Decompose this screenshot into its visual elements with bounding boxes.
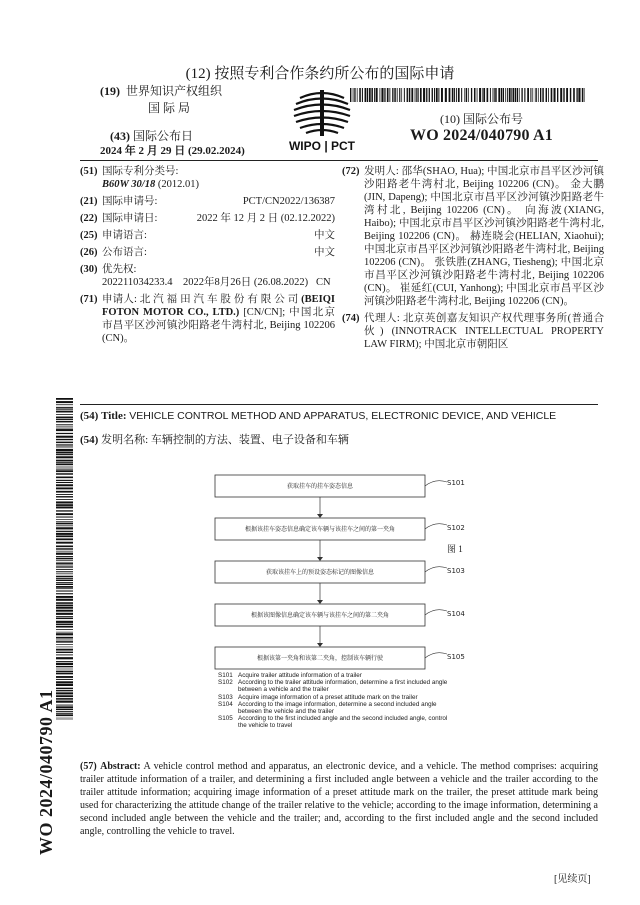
continued-note: [见续页] [554,874,591,885]
flow-step-4 [215,604,465,626]
field-51 [80,165,335,191]
field-51-num: (51) [80,166,98,177]
title-en: VEHICLE CONTROL METHOD AND APPARATUS, ELECTRONIC DEVICE, AND VEHICLE [129,410,557,422]
org-bureau: 国 际 局 [148,101,191,115]
barcode-side [56,398,73,720]
field-74-num: (74) [342,313,360,324]
pub-number: WO 2024/040790 A1 [410,127,553,144]
field-21-label: 国际申请号: [102,196,158,207]
title-zh-label: 发明名称: [101,434,149,446]
legend-code: S105 [218,715,233,723]
title-en-label: Title: [101,410,127,422]
legend-code: S101 [218,672,233,679]
field-26-label: 公布语言: [102,247,147,258]
flow-step-5-text: 根据该第一夹角和该第二夹角，控制该车辆行驶 [256,655,384,662]
applicant-name-en: (BEIQI FOTON MOTOR CO., LTD.) [102,294,336,318]
field-72 [342,165,604,308]
legend-row [218,694,448,701]
agent: 代理人: 北京英创嘉友知识产权代理事务所(普通合伙) (INNOTRACK INTELLECTUAL PROPERTY LAW FIRM); 中国北京市朝阳区 [364,313,604,350]
field-21-num: (21) [80,196,98,207]
flow-step-1-id: S101 [447,479,465,487]
filing-date: 2022 年 12 月 2 日 (02.12.2022) [196,213,335,224]
flow-step-2 [215,518,465,540]
left-column [80,165,335,349]
document-title: (12) 按照专利合作条约所公布的国际申请 [185,66,455,82]
applicant-address: [CN/CN]; 中国北京市昌平区沙河镇沙阳路老牛湾村北, Beijing 102206 (CN)。 [102,307,336,344]
wipo-logo-text: WIPO | PCT [288,139,356,153]
flow-step-3-id: S103 [447,567,465,575]
field-30 [80,263,335,289]
organization-block [100,83,270,117]
applicant-name-zh: 北 汽 福 田 汽 车 股 份 有 限 公 司 [136,294,302,305]
legend-text: Acquire trailer attitude information of a trailer [238,672,362,679]
title-en-row [80,410,556,422]
legend-row [218,701,448,715]
flow-step-2-text: 根据该挂车姿态信息确定该车辆与该挂车之间的第一夹角 [244,526,396,533]
legend-text: According to the first included angle and the second included angle, control the vehicle to travel [238,715,448,730]
flow-step-4-text: 根据该图像信息确定该车辆与该挂车之间的第二夹角 [250,612,390,619]
ipc-year: (2012.01) [155,179,199,190]
field-22-num: (22) [80,213,98,224]
flow-step-1-text: 获取挂车的挂车姿态信息 [286,483,354,490]
field-25 [80,229,335,242]
legend-text: Acquire image information of a preset attitude mark on the trailer [238,693,418,701]
field-21 [80,195,335,208]
header-divider [80,160,598,161]
org-name: 世界知识产权组织 [126,84,223,98]
right-column [342,165,604,355]
filing-language: 中文 [314,230,335,241]
field-71-num: (71) [80,294,98,305]
legend-text: According to the image information, determine a second included angle between the vehicle and the trailer [238,700,437,716]
application-number: PCT/CN2022/136387 [242,196,335,207]
inventors: 发明人: 邵华(SHAO, Hua); 中国北京市昌平区沙河镇沙阳路老牛湾村北, Beijing 102206 (CN)。 金大鹏(JIN, Dapeng); 中国北京市昌平区沙河镇沙阳路老牛湾村北, Beijing 102206 (CN)。 向海波(XIANG, Haibo); 中国北京市昌平区沙河镇沙阳路老牛湾村北, Beijing 102206 (CN)。 赫连晓会(HELIAN, Xiaohui); 中国北京市昌平区沙河镇沙阳路老牛湾村北, Beijing 102206 (CN)。 张铁胜(ZHANG, Tiesheng); 中国北京市昌平区沙河镇沙阳路老牛湾村北, Beijing 102206 (CN)。 崔延红(CUI, Yanhong); 中国北京市昌平区沙河镇沙阳路老牛湾村北, Beijing 102206 (CN)。 [364,166,604,307]
abstract-text: A vehicle control method and apparatus, an electronic device, and a vehicle. The method comprises: acquiring trailer attitude information of a trailer, and determining a first included angle between a vehicle and the trailer according to the trailer attitude information; acquiring image information of a preset attitude mark on the trailer, the preset attitude mark being used for characterizing the attitude change of the trailer relative to the vehicle; according to the image information, determining a second included angle between the vehicle and the trailer; and, according to the first included angle and the second included angle, controlling the vehicle to travel. [80,761,599,837]
section-divider [80,404,598,405]
abstract-code: (57) [80,761,97,772]
title-zh-code: (54) [80,434,99,446]
legend-text: According to the trailer attitude information, determine a first included angle between a vehicle and the trailer [238,679,448,694]
field-51-label: 国际专利分类号: [102,166,179,177]
legend-row [218,715,448,729]
title-en-code: (54) [80,410,99,422]
field-72-num: (72) [342,166,360,177]
flow-step-3-text: 获取该挂车上的预设姿态标记的图像信息 [265,569,375,576]
flow-step-4-id: S104 [447,610,465,618]
pub-date-code: (43) [110,129,130,143]
legend-code: S104 [218,700,233,708]
legend-row [218,672,448,679]
abstract-label: Abstract: [100,761,141,772]
figure-label: 图 1 [447,544,463,554]
barcode-top [350,88,585,102]
side-pub-number: WO 2024/040790 A1 [36,689,56,855]
field-25-num: (25) [80,230,98,241]
flow-step-2-id: S102 [447,524,465,532]
field-22 [80,212,335,225]
ipc-class: B60W 30/18 [102,179,156,190]
legend-row [218,679,448,693]
title-zh-row [80,431,349,447]
abstract [80,760,598,838]
pub-date: 2024 年 2 月 29 日 (29.02.2024) [100,145,245,157]
flow-step-3 [215,561,465,583]
flow-step-1 [215,475,465,497]
field-30-label: 优先权: [102,264,137,275]
priority-data: 202211034233.4 2022年8月26日 (26.08.2022) CN [102,277,331,288]
field-25-label: 申请语言: [102,230,147,241]
legend-code: S103 [218,693,233,701]
field-74 [342,312,604,351]
org-code: (19) [100,84,120,98]
field-71-label: 申请人: [102,294,137,305]
flowchart [200,472,480,682]
flow-step-5-id: S105 [447,653,465,661]
field-22-label: 国际申请日: [102,213,158,224]
title-zh: 车辆控制的方法、装置、电子设备和车辆 [150,434,349,446]
field-30-num: (30) [80,264,98,275]
field-71 [80,293,335,345]
field-26 [80,246,335,259]
flow-step-5 [215,647,465,669]
pub-date-label: 国际公布日 [133,129,194,143]
field-26-num: (26) [80,247,98,258]
pub-number-label: (10) 国际公布号 [440,112,523,126]
legend-code: S102 [218,679,233,687]
figure-legend [218,672,448,730]
publication-language: 中文 [314,247,335,258]
